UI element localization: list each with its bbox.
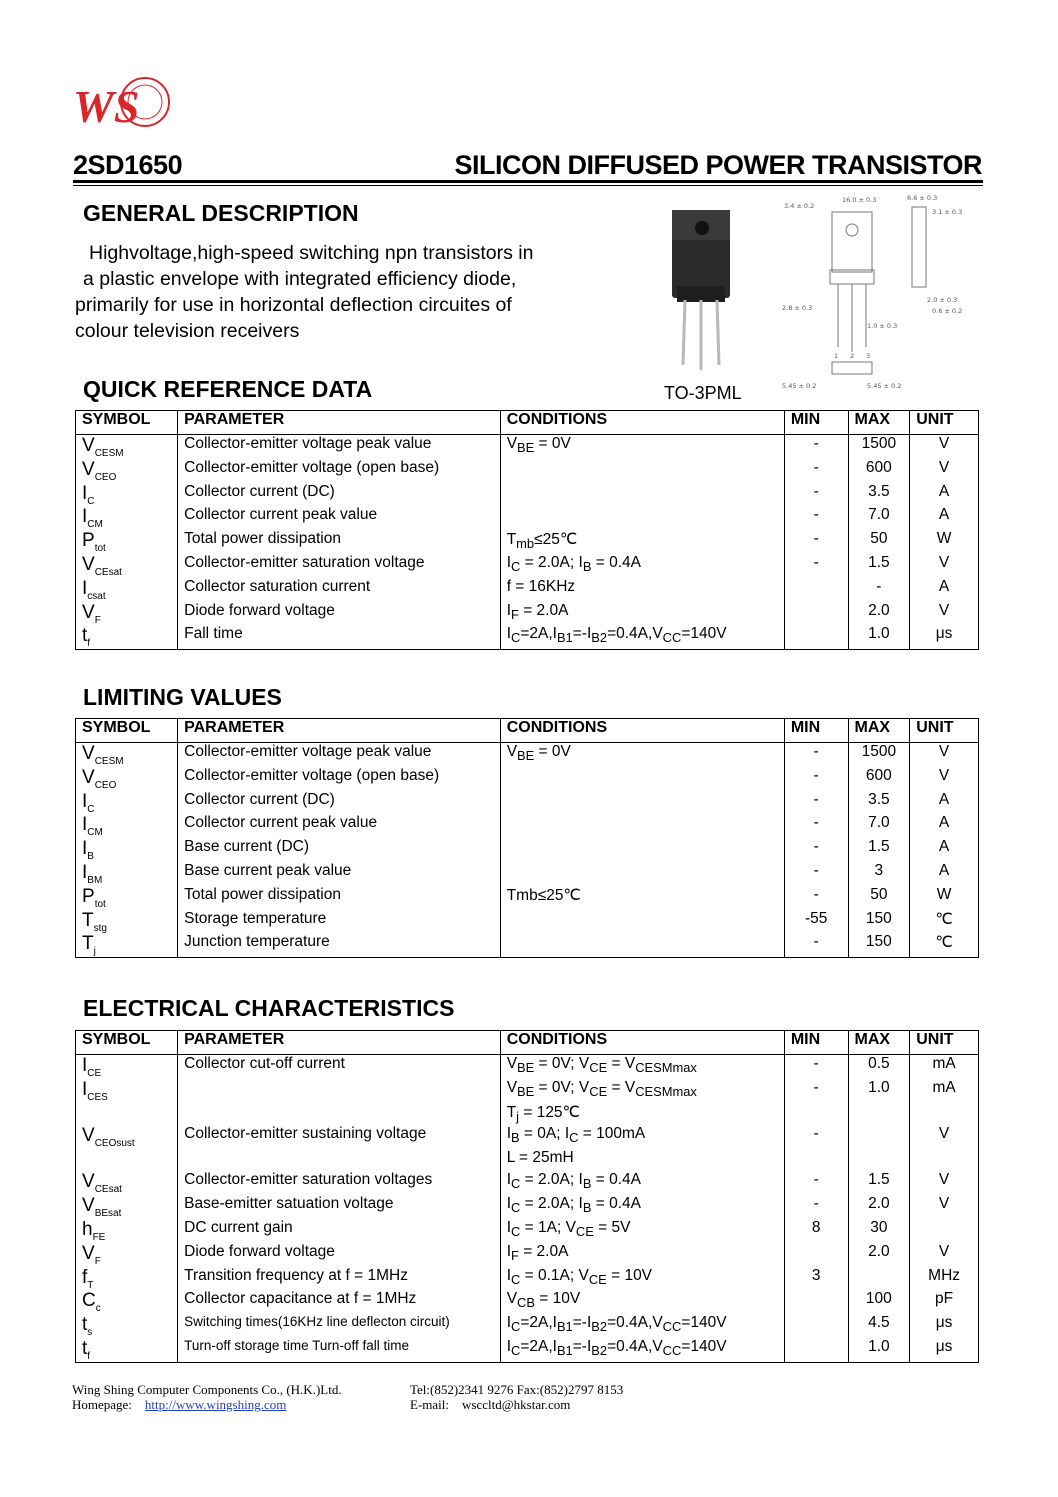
table-row — [76, 1219, 979, 1243]
description-line: a plastic envelope with integrated efficiency diode, — [83, 268, 517, 290]
parameter-cell: Diode forward voltage — [178, 602, 501, 626]
unit-cell: A — [910, 838, 979, 862]
conditions-cell: $T_{mb}\le 25℃$ — [500, 530, 784, 554]
conditions-cell: $V_{BE} = 0V$; $V_{CE} = V_{CESMmax}$ — [500, 1079, 784, 1103]
max-cell: 600 — [848, 767, 910, 791]
parameter-cell: Diode forward voltage — [178, 1243, 501, 1267]
conditions-cell: $I_C = 2.0A$; $I_B = 0.4A$ — [500, 1171, 784, 1195]
col-header-min: MIN — [784, 719, 848, 743]
max-cell — [848, 1267, 910, 1291]
table-row — [76, 1149, 979, 1172]
symbol-cell: $I_{CE}$ — [82, 1055, 102, 1079]
unit-cell — [910, 1149, 979, 1172]
unit-cell: V — [910, 435, 979, 459]
table-row — [76, 530, 979, 554]
package-dimension-drawing — [782, 192, 987, 392]
parameter-cell: Base-emitter satuation voltage — [178, 1195, 501, 1219]
symbol-cell: $I_B$ — [82, 838, 94, 862]
conditions-cell — [500, 814, 784, 838]
max-cell: 50 — [848, 886, 910, 910]
min-cell: - — [784, 459, 848, 483]
min-cell — [784, 602, 848, 626]
dim-label: 5.45 ± 0.2 — [782, 382, 817, 390]
parameter-cell: Base current peak value — [178, 862, 501, 886]
unit-cell: V — [910, 1195, 979, 1219]
table-row — [76, 1055, 979, 1079]
description-line: colour television receivers — [75, 320, 300, 342]
conditions-cell: $V_{BE} = 0V$ — [500, 435, 784, 459]
conditions-cell — [500, 506, 784, 530]
header-rule — [73, 180, 983, 183]
symbol-cell: $V_{CESM}$ — [82, 435, 124, 459]
general-description-text — [75, 240, 615, 344]
limiting-values-heading: LIMITING VALUES — [83, 684, 282, 710]
min-cell: - — [784, 483, 848, 507]
min-cell — [784, 1314, 848, 1338]
symbol-cell: $C_c$ — [82, 1290, 101, 1315]
min-cell — [784, 1243, 848, 1267]
min-cell: - — [784, 506, 848, 530]
max-cell: 0.5 — [848, 1055, 910, 1079]
parameter-cell: Collector-emitter voltage peak value — [178, 743, 501, 767]
col-header-parameter: PARAMETER — [178, 411, 501, 435]
unit-cell: V — [910, 1171, 979, 1195]
table-row — [76, 1125, 979, 1149]
col-header-parameter: PARAMETER — [178, 719, 501, 743]
max-cell — [848, 1103, 910, 1126]
conditions-cell — [500, 933, 784, 957]
symbol-cell: $I_{CM}$ — [82, 814, 103, 839]
max-cell: 1.5 — [848, 1171, 910, 1195]
min-cell — [784, 1338, 848, 1362]
electrical-characteristics-table — [75, 1030, 979, 1363]
table-row — [76, 625, 979, 649]
table-row — [76, 1243, 979, 1267]
conditions-cell — [500, 459, 784, 483]
package-photo — [655, 200, 755, 375]
symbol-cell: $V_{CEOsust}$ — [82, 1125, 135, 1149]
col-header-unit: UNIT — [910, 411, 979, 435]
table-row — [76, 602, 979, 626]
max-cell: 1.5 — [848, 554, 910, 578]
min-cell: - — [784, 743, 848, 767]
symbol-cell: $V_{CEO}$ — [82, 458, 117, 483]
table-row — [76, 435, 979, 459]
min-cell: 8 — [784, 1219, 848, 1243]
conditions-cell — [500, 483, 784, 507]
svg-text:WS: WS — [73, 81, 140, 132]
unit-cell: A — [910, 506, 979, 530]
min-cell: - — [784, 530, 848, 554]
unit-cell — [910, 1103, 979, 1126]
symbol-cell — [76, 1103, 178, 1126]
conditions-cell — [500, 791, 784, 815]
min-cell: -55 — [784, 910, 848, 934]
min-cell: - — [784, 767, 848, 791]
max-cell: 1.5 — [848, 838, 910, 862]
col-header-symbol: SYMBOL — [76, 1031, 178, 1055]
unit-cell: A — [910, 578, 979, 602]
symbol-cell — [76, 1149, 178, 1172]
min-cell — [784, 1103, 848, 1126]
col-header-max: MAX — [848, 411, 910, 435]
email-label: E-mail: — [410, 1397, 449, 1412]
unit-cell: mA — [910, 1055, 979, 1079]
table-row — [76, 1338, 979, 1362]
max-cell: 2.0 — [848, 1243, 910, 1267]
symbol-cell: $f_T$ — [82, 1266, 94, 1291]
min-cell — [784, 1149, 848, 1172]
parameter-cell: Collector current peak value — [178, 506, 501, 530]
description-line: Highvoltage,high-speed switching npn transistors in — [89, 242, 534, 264]
header-rule-thin — [73, 185, 983, 186]
conditions-cell: $I_C=2A,I_{B1}=-I_{B2}=0.4A,V_{CC}=140V$ — [500, 1338, 784, 1362]
conditions-cell — [500, 838, 784, 862]
table-row — [76, 791, 979, 815]
parameter-cell: Switching times(16KHz line deflecton circuit) — [178, 1314, 501, 1338]
symbol-cell: $V_{CEsat}$ — [82, 553, 122, 578]
parameter-cell: Total power dissipation — [178, 530, 501, 554]
min-cell: - — [784, 1195, 848, 1219]
col-header-min: MIN — [784, 411, 848, 435]
pin-label: 2 — [850, 352, 855, 360]
table-row — [76, 743, 979, 767]
col-header-symbol: SYMBOL — [76, 411, 178, 435]
table-row — [76, 1314, 979, 1338]
symbol-cell: $P_{tot}$ — [82, 530, 106, 554]
conditions-cell: $V_{BE} = 0V$ — [500, 743, 784, 767]
max-cell — [848, 1125, 910, 1149]
conditions-cell: $I_C=2A,I_{B1}=-I_{B2}=0.4A,V_{CC}=140V$ — [500, 625, 784, 649]
max-cell: 1.0 — [848, 1338, 910, 1362]
dim-label: 0.6 ± 0.2 — [932, 307, 963, 315]
parameter-cell: Collector-emitter voltage peak value — [178, 435, 501, 459]
col-header-max: MAX — [848, 1031, 910, 1055]
conditions-cell: $I_C = 1A$; $V_{CE} = 5V$ — [500, 1219, 784, 1243]
min-cell: - — [784, 1079, 848, 1103]
min-cell: - — [784, 791, 848, 815]
col-header-unit: UNIT — [910, 1031, 979, 1055]
unit-cell: MHz — [910, 1267, 979, 1291]
min-cell: 3 — [784, 1267, 848, 1291]
table-row — [76, 578, 979, 602]
min-cell: - — [784, 862, 848, 886]
conditions-cell: $V_{CB} = 10V$ — [500, 1290, 784, 1314]
conditions-cell — [500, 910, 784, 934]
unit-cell: ℃ — [910, 933, 979, 957]
max-cell: 1.0 — [848, 1079, 910, 1103]
dim-label: 1.0 ± 0.3 — [867, 322, 898, 330]
homepage-link[interactable]: http://www.wingshing.com — [144, 1397, 287, 1412]
unit-cell: mA — [910, 1079, 979, 1103]
unit-cell: V — [910, 1125, 979, 1149]
parameter-cell — [178, 1103, 501, 1126]
symbol-cell: $h_{FE}$ — [82, 1218, 106, 1243]
unit-cell: V — [910, 1243, 979, 1267]
col-header-conditions: CONDITIONS — [500, 1031, 784, 1055]
quick-reference-table — [75, 410, 979, 650]
unit-cell: A — [910, 791, 979, 815]
unit-cell: μs — [910, 1338, 979, 1362]
parameter-cell: Total power dissipation — [178, 886, 501, 910]
max-cell: 100 — [848, 1290, 910, 1314]
parameter-cell: Junction temperature — [178, 933, 501, 957]
ws-logo — [70, 70, 170, 140]
symbol-cell: $I_{BM}$ — [82, 861, 103, 886]
limiting-values-table — [75, 718, 979, 958]
col-header-max: MAX — [848, 719, 910, 743]
tel-fax: Tel:(852)2341 9276 Fax:(852)2797 8153 — [410, 1382, 624, 1397]
min-cell: - — [784, 1055, 848, 1079]
max-cell: 7.0 — [848, 506, 910, 530]
unit-cell: A — [910, 814, 979, 838]
symbol-cell: $t_f$ — [82, 625, 91, 650]
col-header-parameter: PARAMETER — [178, 1031, 501, 1055]
max-cell: 7.0 — [848, 814, 910, 838]
parameter-cell: Collector-emitter saturation voltage — [178, 554, 501, 578]
max-cell: 2.0 — [848, 602, 910, 626]
conditions-cell: $I_C = 0.1A$; $V_{CE} = 10V$ — [500, 1267, 784, 1291]
symbol-cell: $I_{CM}$ — [82, 506, 103, 531]
table-row — [76, 1267, 979, 1291]
table-row — [76, 483, 979, 507]
dim-label: 6.6 ± 0.3 — [907, 194, 938, 202]
table-row — [76, 814, 979, 838]
symbol-cell: $T_{stg}$ — [82, 909, 107, 934]
table-row — [76, 1290, 979, 1314]
general-description-heading: GENERAL DESCRIPTION — [83, 200, 359, 226]
parameter-cell: Collector capacitance at f = 1MHz — [178, 1290, 501, 1314]
unit-cell: A — [910, 483, 979, 507]
table-row — [76, 554, 979, 578]
parameter-cell: Transition frequency at f = 1MHz — [178, 1267, 501, 1291]
conditions-cell: $V_{BE} = 0V$; $V_{CE} = V_{CESMmax}$ — [500, 1055, 784, 1079]
parameter-cell: Collector-emitter sustaining voltage — [178, 1125, 501, 1149]
dim-label: 3.1 ± 0.3 — [932, 208, 963, 216]
col-header-symbol: SYMBOL — [76, 719, 178, 743]
dim-label: 5.45 ± 0.2 — [867, 382, 902, 390]
col-header-conditions: CONDITIONS — [500, 719, 784, 743]
min-cell: - — [784, 554, 848, 578]
parameter-cell — [178, 1149, 501, 1172]
min-cell: - — [784, 435, 848, 459]
symbol-cell: $V_{BEsat}$ — [82, 1195, 122, 1219]
unit-cell: pF — [910, 1290, 979, 1314]
conditions-cell: $I_F = 2.0A$ — [500, 602, 784, 626]
parameter-cell: Collector current peak value — [178, 814, 501, 838]
parameter-cell: Collector saturation current — [178, 578, 501, 602]
conditions-cell: L = 25mH — [500, 1149, 784, 1172]
conditions-cell: $I_C=2A,I_{B1}=-I_{B2}=0.4A,V_{CC}=140V$ — [500, 1314, 784, 1338]
max-cell: 3 — [848, 862, 910, 886]
symbol-cell: $I_C$ — [82, 482, 95, 507]
dim-label: 3.4 ± 0.2 — [784, 202, 815, 210]
unit-cell: V — [910, 767, 979, 791]
max-cell: - — [848, 578, 910, 602]
conditions-cell — [500, 767, 784, 791]
table-row — [76, 1171, 979, 1195]
min-cell: - — [784, 933, 848, 957]
symbol-cell: $P_{tot}$ — [82, 885, 106, 910]
pin-label: 3 — [866, 352, 871, 360]
unit-cell — [910, 1219, 979, 1243]
company-name: Wing Shing Computer Components Co., (H.K.)Ltd. — [72, 1382, 342, 1397]
parameter-cell — [178, 1079, 501, 1103]
table-row — [76, 862, 979, 886]
symbol-cell: $t_f$ — [82, 1337, 91, 1362]
parameter-cell: Storage temperature — [178, 910, 501, 934]
table-row — [76, 1195, 979, 1219]
parameter-cell: Collector-emitter voltage (open base) — [178, 767, 501, 791]
table-row — [76, 933, 979, 957]
parameter-cell: DC current gain — [178, 1219, 501, 1243]
min-cell: - — [784, 838, 848, 862]
table-row — [76, 910, 979, 934]
max-cell: 1500 — [848, 435, 910, 459]
unit-cell: ℃ — [910, 910, 979, 934]
unit-cell: V — [910, 554, 979, 578]
conditions-cell: $T_j$ = 125℃ — [500, 1103, 784, 1126]
max-cell: 1500 — [848, 743, 910, 767]
symbol-cell: $V_{CEO}$ — [82, 766, 117, 791]
part-number: 2SD1650 — [73, 150, 183, 180]
col-header-min: MIN — [784, 1031, 848, 1055]
parameter-cell: Collector-emitter voltage (open base) — [178, 459, 501, 483]
max-cell: 3.5 — [848, 791, 910, 815]
max-cell: 1.0 — [848, 625, 910, 649]
table-row — [76, 886, 979, 910]
table-row — [76, 506, 979, 530]
dim-label: 2.8 ± 0.3 — [782, 304, 813, 312]
description-line: primarily for use in horizontal deflection circuites of — [75, 294, 512, 316]
max-cell: 3.5 — [848, 483, 910, 507]
unit-cell: V — [910, 459, 979, 483]
unit-cell: μs — [910, 1314, 979, 1338]
max-cell — [848, 1149, 910, 1172]
symbol-cell: $V_{CEsat}$ — [82, 1171, 122, 1196]
electrical-characteristics-heading: ELECTRICAL CHARACTERISTICS — [83, 995, 455, 1021]
col-header-conditions: CONDITIONS — [500, 411, 784, 435]
footer-company — [72, 1382, 342, 1412]
symbol-cell: $I_C$ — [82, 790, 95, 815]
footer-contact — [410, 1382, 623, 1412]
table-row — [76, 1103, 979, 1126]
symbol-cell: $V_{CESM}$ — [82, 743, 124, 767]
symbol-cell: $T_j$ — [82, 933, 96, 958]
max-cell: 30 — [848, 1219, 910, 1243]
table-row — [76, 1079, 979, 1103]
conditions-cell — [500, 862, 784, 886]
min-cell — [784, 1290, 848, 1314]
parameter-cell: Collector current (DC) — [178, 483, 501, 507]
dim-label: 16.0 ± 0.3 — [842, 196, 877, 204]
max-cell: 150 — [848, 933, 910, 957]
conditions-cell: $I_C = 2.0A$; $I_B = 0.4A$ — [500, 554, 784, 578]
document-title: SILICON DIFFUSED POWER TRANSISTOR — [454, 150, 982, 180]
parameter-cell: Fall time — [178, 625, 501, 649]
conditions-cell: f = 16KHz — [500, 578, 784, 602]
parameter-cell: Collector cut-off current — [178, 1055, 501, 1079]
pin-label: 1 — [834, 352, 839, 360]
max-cell: 600 — [848, 459, 910, 483]
symbol-cell: $t_s$ — [82, 1314, 93, 1338]
quick-reference-heading: QUICK REFERENCE DATA — [83, 376, 373, 402]
symbol-cell: $I_{CES}$ — [82, 1078, 108, 1103]
col-header-unit: UNIT — [910, 719, 979, 743]
max-cell: 2.0 — [848, 1195, 910, 1219]
parameter-cell: Collector-emitter saturation voltages — [178, 1171, 501, 1195]
min-cell — [784, 625, 848, 649]
parameter-cell: Turn-off storage time Turn-off fall time — [178, 1338, 501, 1362]
unit-cell: A — [910, 862, 979, 886]
homepage-label: Homepage: — [72, 1397, 132, 1412]
table-row — [76, 838, 979, 862]
table-row — [76, 767, 979, 791]
min-cell: - — [784, 1171, 848, 1195]
table-row — [76, 459, 979, 483]
parameter-cell: Base current (DC) — [178, 838, 501, 862]
min-cell — [784, 578, 848, 602]
dim-label: 2.0 ± 0.3 — [927, 296, 958, 304]
symbol-cell: $V_F$ — [82, 1242, 101, 1267]
unit-cell: V — [910, 602, 979, 626]
package-label: TO-3PML — [664, 383, 742, 403]
unit-cell: V — [910, 743, 979, 767]
conditions-cell: $I_F = 2.0A$ — [500, 1243, 784, 1267]
unit-cell: W — [910, 886, 979, 910]
min-cell: - — [784, 886, 848, 910]
conditions-cell: Tmb≤25℃ — [500, 886, 784, 910]
max-cell: 50 — [848, 530, 910, 554]
symbol-cell: $I_{csat}$ — [82, 577, 106, 602]
max-cell: 150 — [848, 910, 910, 934]
conditions-cell: $I_C = 2.0A$; $I_B = 0.4A$ — [500, 1195, 784, 1219]
min-cell: - — [784, 1125, 848, 1149]
conditions-cell: $I_B = 0A$; $I_C = 100mA$ — [500, 1125, 784, 1149]
unit-cell: μs — [910, 625, 979, 649]
parameter-cell: Collector current (DC) — [178, 791, 501, 815]
unit-cell: W — [910, 530, 979, 554]
symbol-cell: $V_F$ — [82, 601, 101, 626]
min-cell: - — [784, 814, 848, 838]
max-cell: 4.5 — [848, 1314, 910, 1338]
email-address[interactable]: wsccltd@hkstar.com — [462, 1397, 571, 1412]
